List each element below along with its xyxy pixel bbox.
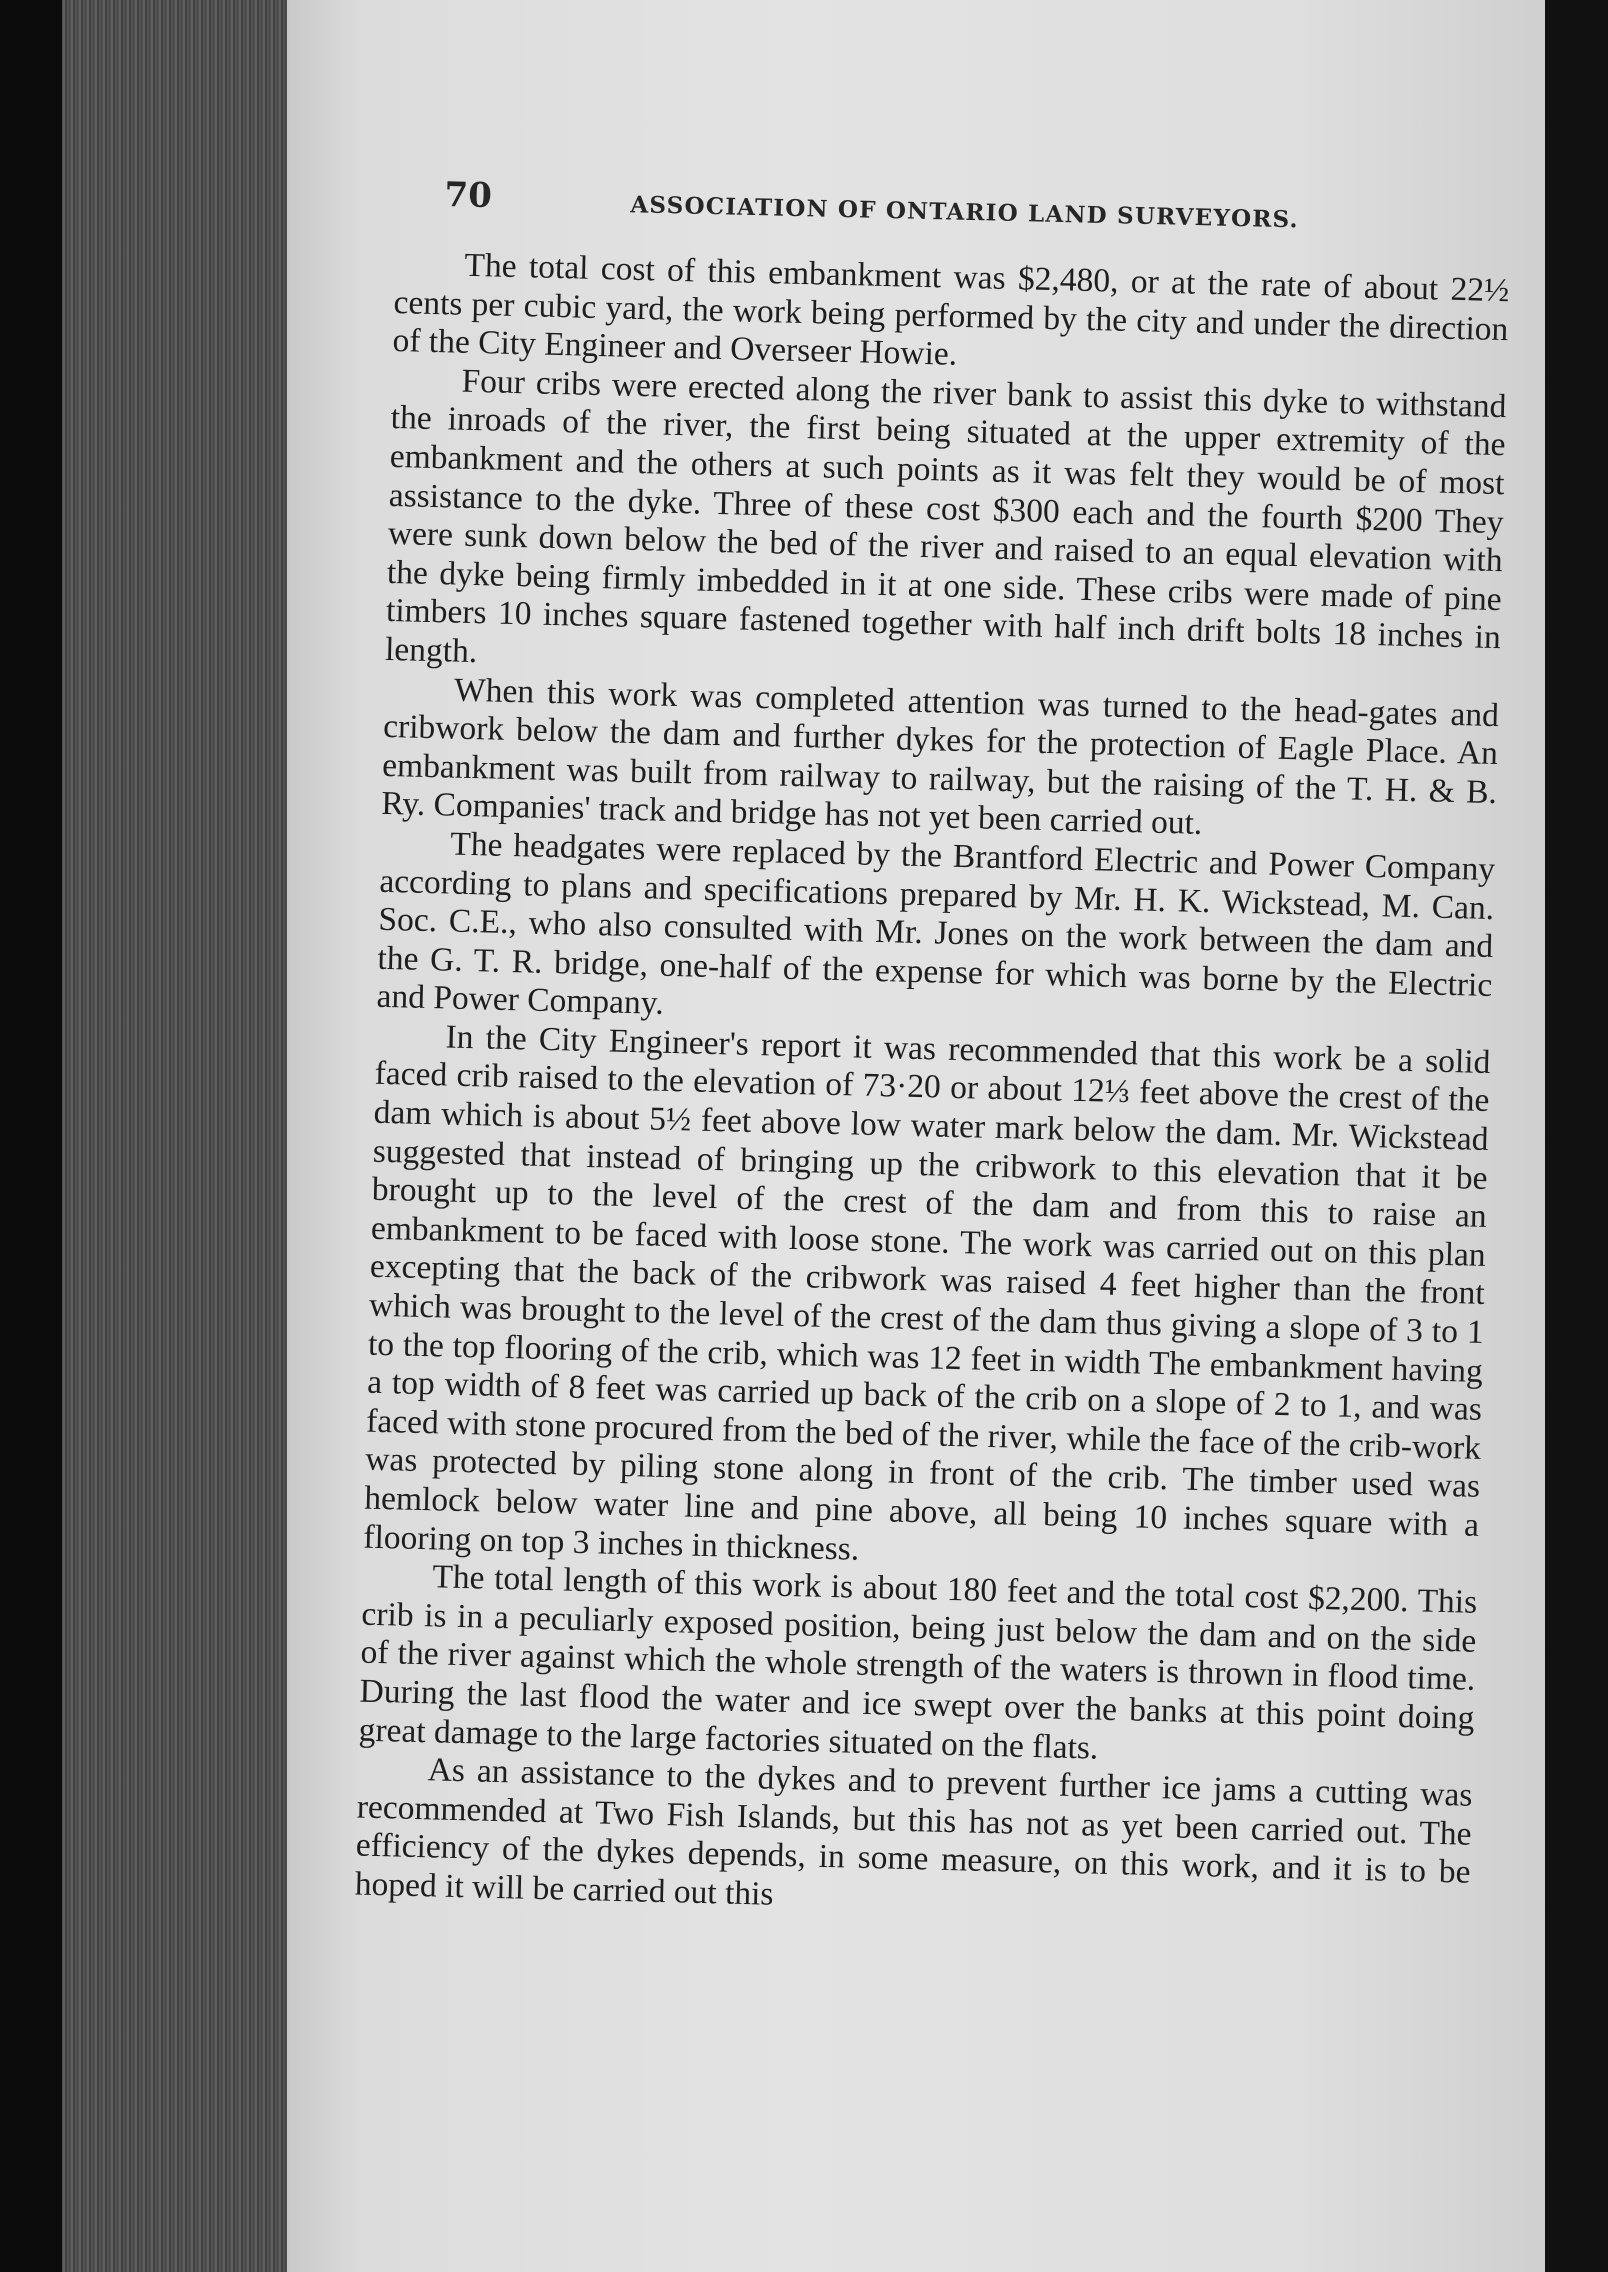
right-shadow [1545,0,1608,2272]
paragraph: The total length of this work is about 180 feet and the total cost $2,200. This crib is in a peculiarly exposed position, being just below the dam and on the side of the river against which the whole strength of the waters is thrown in flood time. During the last flood the water and ice swept over the banks at this point doing great damage to the large factories situated on the flats. [358,1558,1478,1767]
paragraph: The total cost of this embankment was $2,480, or at the rate of about 22½ cents per cubic yard, the work being performed by the city and under the direction of the City Engineer and Overseer Howie. [392,246,1510,373]
paragraph: When this work was completed attention was turned to the head-gates and cribwork below the dam and further dykes for the protection of Eagle Place. An embankment was built from railway to railway, but the raising of the T. H. & B. Ry. Companies' track and bridge has not yet been carried out. [380,671,1500,843]
book-page-edges [62,0,287,2272]
paragraph: In the City Engineer's report it was recommended that this work be a solid faced crib raised to the elevation of 73·20 or about 12⅓ feet above the crest of the dam which is about 5½ feet above low water mark below the dam. Mr. Wickstead suggested that instead of bringing up the cribwork to this elevation that it be brought up to the level of the crest of the dam and from this to raise an embankment to be faced with loose stone. The work was carried out on this plan excepting that the back of the cribwork was raised 4 feet higher than the front which was brought to the level of the crest of the dam thus giving a slope of 3 to 1 to the top flooring of the crib, which was 12 feet in width The embankment having a top width of 8 feet was carried up back of the crib on a slope of 2 to 1, and was faced with stone procured from the bed of the river, while the face of the crib-work was protected by piling stone along in front of the crib. The timber used was hemlock below water line and pine above, all being 10 inches square with a flooring on top 3 inches in thickness. [362,1018,1491,1568]
paragraph: The headgates were replaced by the Brantford Electric and Power Company according to plans and specifications prepared by Mr. H. K. Wickstead, M. Can. Soc. C.E., who also consulted with Mr. Jones on the work between the dam and the G. T. R. bridge, one-half of the expense for which was borne by the Electric and Power Company. [376,825,1496,1023]
running-head-title: ASSOCIATION OF ONTARIO LAND SURVEYORS. [630,191,1300,234]
paragraph: Four cribs were erected along the river bank to assist this dyke to withstand the inroads of the river, the first being situated at the upper extremity of the embankment and the others at such points as it was felt they would be of most assistance to the dyke. Three of these cost $300 each and the fourth $200 They were sunk down below the bed of the river and raised to an equal elevation with the dyke being firmly imbedded in it at one side. These cribs were made of pine timbers 10 inches square fastened together with half inch drift bolts 18 inches in length. [384,362,1507,671]
paragraph: As an assistance to the dykes and to prevent further ice jams a cutting was recommended at Two Fish Islands, but this has not as yet been carried out. The efficiency of the dykes depends, in some measure, on this work, and it is to be hoped it will be carried out this [354,1751,1473,1913]
body-text [354,245,1509,1931]
page-number: 70 [444,175,493,217]
